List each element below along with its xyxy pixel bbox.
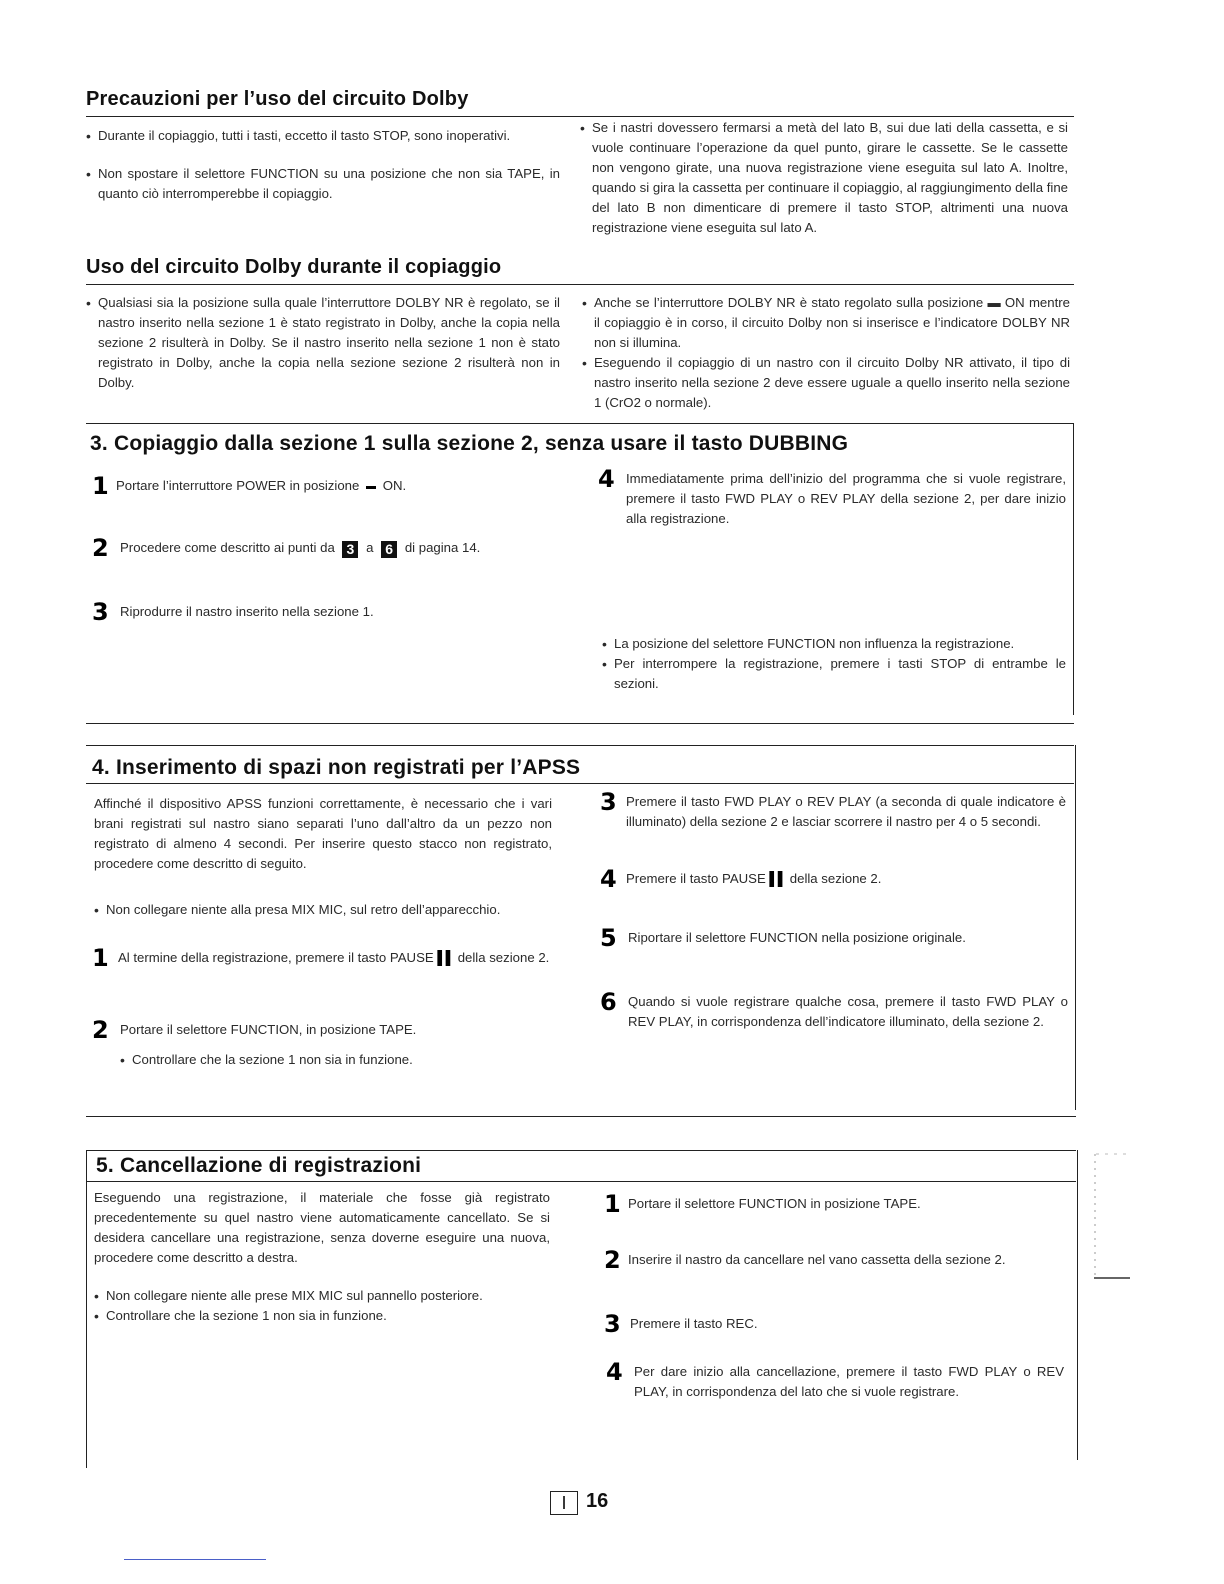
s2-left-column (86, 293, 560, 393)
step-number: 4 (600, 865, 617, 893)
section-title-copy-without-dubbing: 3. Copiaggio dalla sezione 1 sulla sezione 2, senza usare il tasto DUBBING (90, 432, 849, 455)
s1-right-column (580, 118, 1068, 238)
step-number: 1 (92, 944, 109, 972)
s5-intro: Eseguendo una registrazione, il materiale che fosse già registrato precedentemente su quel nastro viene automaticamente cancellato. Se si desidera cancellare una registrazione, senza doverne eseguire una nuova, procedere come descritto a destra. (94, 1190, 550, 1265)
step-number: 3 (604, 1310, 621, 1338)
step-text: Riportare il selettore FUNCTION nella posizione originale. (628, 930, 966, 945)
margin-tab-mark (1094, 1150, 1130, 1280)
list-item: • Anche se l’interruttore DOLBY NR è stato regolato sulla posizione ▬ ON mentre il copiaggio è in corso, il circuito Dolby non si inserisce e l’indicatore DOLBY NR non si illumina. (582, 293, 1070, 353)
list-item: • Controllare che la sezione 1 non sia in funzione. (120, 1050, 560, 1070)
section-rule (86, 1181, 1076, 1182)
step-text: Portare il selettore FUNCTION, in posizione TAPE. • Controllare che la sezione 1 non sia in funzione. (120, 1020, 560, 1070)
step-number: 6 (600, 988, 617, 1016)
list-item: • Qualsiasi sia la posizione sulla quale l’interruttore DOLBY NR è regolato, se il nastro inserito nella sezione 1 è stato registrato in Dolby, anche la copia nella sezione 2 risulterà in Dolby. Se il nastro inserito nella sezione 1 non è stato registrato in Dolby, anche la copia nella sezione sezione 2 risulterà non in Dolby. (86, 293, 560, 393)
box-right-rule (1075, 745, 1076, 1110)
step-number: 4 (598, 465, 615, 493)
list-item: • Durante il copiaggio, tutti i tasti, eccetto il tasto STOP, sono inoperativi. (86, 126, 560, 146)
step-text: Al termine della registrazione, premere il tasto PAUSE ▌▌ della sezione 2. (118, 948, 554, 968)
step-text: Procedere come descritto ai punti da 3 a 6 di pagina 14. (120, 540, 481, 557)
step-number: 3 (92, 598, 109, 626)
step-text: Inserire il nastro da cancellare nel vano cassetta della sezione 2. (628, 1252, 1006, 1267)
language-mark: I (550, 1491, 578, 1515)
step-text: Portare il selettore FUNCTION in posizione TAPE. (628, 1196, 921, 1211)
box-bottom-rule (86, 723, 1074, 724)
box-bottom-rule (86, 1116, 1076, 1117)
list-item: • Non collegare niente alle prese MIX MIC sul pannello posteriore. (94, 1286, 550, 1306)
list-item: • Per interrompere la registrazione, premere i tasti STOP di entrambe le sezioni. (602, 654, 1066, 694)
step-ref-box: 3 (342, 541, 358, 558)
box-right-rule (1073, 423, 1074, 715)
s3-notes (602, 634, 1066, 694)
step-number: 3 (600, 788, 617, 816)
list-item: • La posizione del selettore FUNCTION non influenza la registrazione. (602, 634, 1066, 654)
footer-rule (124, 1559, 266, 1560)
step-number: 4 (606, 1358, 623, 1386)
box-top-rule (86, 423, 1074, 424)
section-title-dolby-precautions: Precauzioni per l’uso del circuito Dolby (86, 88, 469, 110)
step-text: Riprodurre il nastro inserito nella sezione 1. (120, 604, 374, 619)
step-text: Per dare inizio alla cancellazione, premere il tasto FWD PLAY o REV PLAY, in corrispondenza del lato che si vuole registrare. (634, 1364, 1064, 1399)
pause-icon: ▌▌ (437, 950, 455, 965)
step-text: Premere il tasto FWD PLAY o REV PLAY (a seconda di quale indicatore è illuminato) della sezione 2 e lasciar scorrere il nastro per 4 o 5 secondi. (626, 794, 1066, 829)
step-number: 2 (92, 534, 109, 562)
s1-left-column (86, 126, 560, 204)
step-text: Portare l’interruttore POWER in posizione ▬ ON. (116, 476, 576, 497)
section-rule (86, 284, 1074, 285)
step-number: 2 (604, 1246, 621, 1274)
s4-intro: Affinché il dispositivo APSS funzioni correttamente, è necessario che i vari brani registrati sul nastro siano separati l’uno dall’altro da un pezzo non registrato di almeno 4 secondi. Per inserire questo stacco non registrato, procedere come descritto di seguito. (94, 796, 552, 871)
step-number: 1 (92, 472, 109, 500)
step-number: 2 (92, 1016, 109, 1044)
box-top-rule (86, 745, 1074, 746)
step-text: Premere il tasto PAUSE ▌▌ della sezione 2. (626, 869, 1066, 889)
step-number: 1 (604, 1190, 621, 1218)
s2-right-column (582, 293, 1070, 413)
s5-notes (94, 1286, 550, 1326)
box-right-rule (1077, 1150, 1078, 1460)
box-left-rule (86, 1150, 87, 1468)
step-text: Immediatamente prima dell’inizio del programma che si vuole registrare, premere il tasto FWD PLAY o REV PLAY della sezione 2, per dare inizio alla registrazione. (626, 471, 1066, 526)
page-number: I 16 (550, 1490, 608, 1515)
list-item: • Non collegare niente alla presa MIX MIC, sul retro dell’apparecchio. (94, 900, 552, 920)
list-item: • Se i nastri dovessero fermarsi a metà del lato B, sui due lati della cassetta, e si vuole continuare l’operazione da quel punto, girare le cassette. Se le cassette non vengono girate, una nuova registrazione viene eseguita sul lato A. Inoltre, quando si gira la cassetta per continuare il copiaggio, al raggiungimento della fine del lato B non dimenticare di premere il tasto STOP, altrimenti una nuova registrazione viene eseguita sul lato A. (580, 118, 1068, 238)
step-number: 5 (600, 924, 617, 952)
list-item: • Eseguendo il copiaggio di un nastro con il circuito Dolby NR attivato, il tipo di nastro inserito nella sezione 2 deve essere uguale a quello inserito nella sezione 1 (CrO2 o normale). (582, 353, 1070, 413)
power-on-icon: ▬ (366, 481, 377, 492)
section-rule (86, 783, 1074, 784)
section-rule (86, 116, 1074, 117)
step-text: Quando si vuole registrare qualche cosa, premere il tasto FWD PLAY o REV PLAY, in corrispondenza dell’indicatore illuminato, della sezione 2. (628, 994, 1068, 1029)
section-title-dolby-usage: Uso del circuito Dolby durante il copiaggio (86, 256, 502, 278)
step-ref-box: 6 (381, 541, 397, 558)
step-text: Premere il tasto REC. (630, 1316, 758, 1331)
list-item: • Non spostare il selettore FUNCTION su una posizione che non sia TAPE, in quanto ciò interromperebbe il copiaggio. (86, 164, 560, 204)
box-top-rule (86, 1150, 1076, 1151)
pause-icon: ▌▌ (769, 871, 787, 886)
section-title-erasing: 5. Cancellazione di registrazioni (96, 1154, 422, 1177)
list-item: • Controllare che la sezione 1 non sia in funzione. (94, 1306, 550, 1326)
section-title-apss-spaces: 4. Inserimento di spazi non registrati per l’APSS (92, 756, 581, 779)
s4-note (94, 900, 552, 920)
